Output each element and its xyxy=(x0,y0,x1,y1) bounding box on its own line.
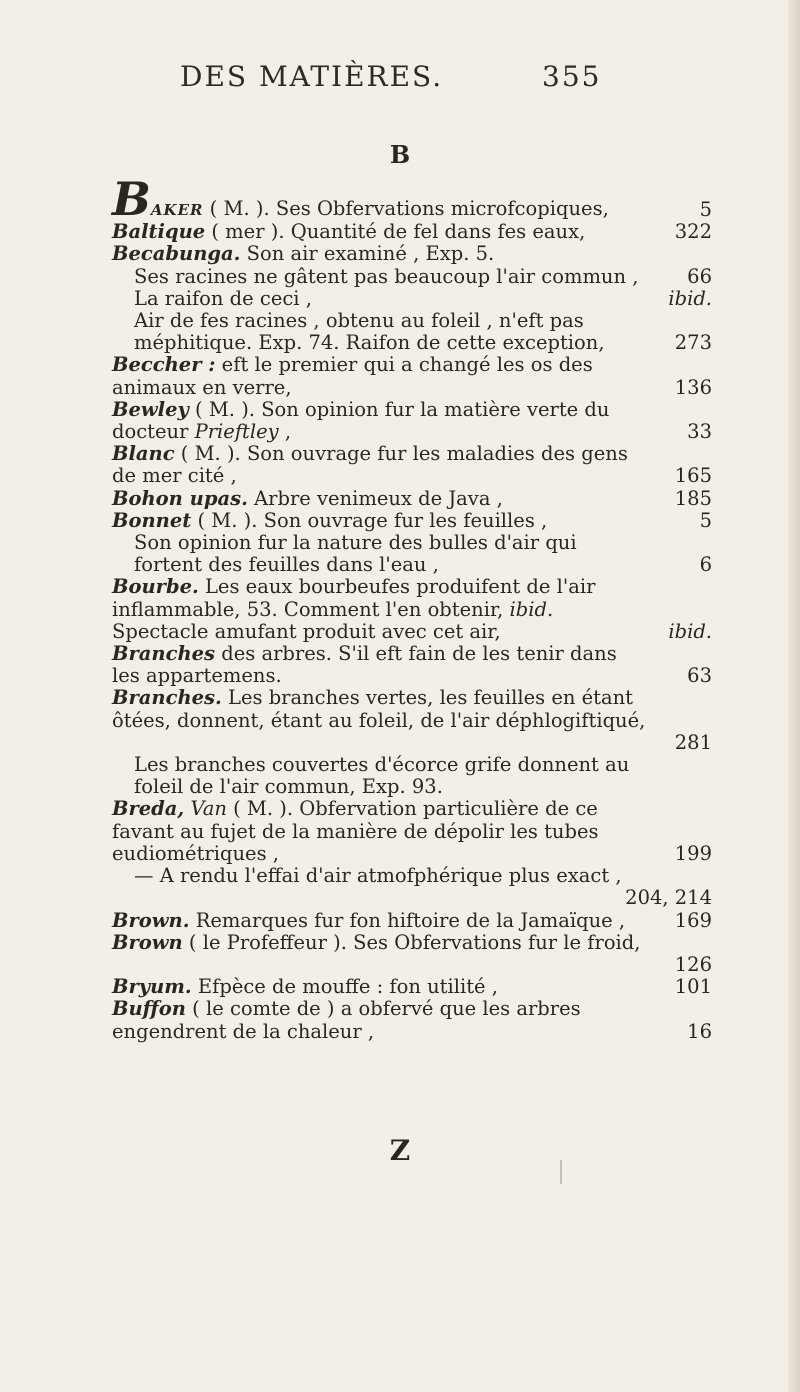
entry-text: Les branches couvertes d'écorce grife donnent au foleil de l'air commun, Exp. 93. xyxy=(134,753,630,799)
entry-text: ( mer ). Quantité de fel dans fes eaux, xyxy=(205,220,586,244)
page-number: 355 xyxy=(542,60,602,93)
entry-text: Air de fes racines , obtenu au foleil , n'eft pas méphitique. Exp. 74. Raifon de cette exception, xyxy=(134,309,605,355)
index-entry xyxy=(112,754,712,798)
section-letter: B xyxy=(389,140,411,169)
entry-text: Arbre venimeux de Java , xyxy=(247,486,503,510)
entry-text: ( M. ). Ses Obfervations microfcopiques, xyxy=(203,197,609,220)
entry-headword: BAKER xyxy=(112,172,204,226)
entry-text: Son air examiné , Exp. 5. xyxy=(240,242,495,266)
index-entry xyxy=(112,443,712,487)
index-entry xyxy=(112,488,712,510)
entry-page-ref: 33 xyxy=(687,420,712,444)
entry-page-ref: 126 xyxy=(674,952,712,976)
entry-headword: Bewley xyxy=(112,397,189,421)
entry-text: Son opinion fur la nature des bulles d'air qui fortent des feuilles dans l'eau , xyxy=(134,531,577,577)
entry-headword: Bourbe. xyxy=(112,575,199,599)
index-entry xyxy=(112,932,712,976)
index-entry xyxy=(112,865,712,909)
entry-headword: Beccher : xyxy=(112,353,216,377)
entry-page-ref: 185 xyxy=(674,486,712,510)
entry-text: Les branches vertes, les feuilles en étant ôtées, donnent, étant au foleil, de l'air déphlogiftiqué, xyxy=(112,686,646,732)
entry-page-ref: 5 xyxy=(699,198,712,221)
entry-headword: Branches. xyxy=(112,686,222,710)
entry-headword: Blanc xyxy=(112,442,175,466)
catchword: Z xyxy=(389,1134,411,1167)
index-entry xyxy=(112,399,712,443)
entry-page-ref: 281 xyxy=(674,730,712,754)
entry-text: Remarques fur fon hiftoire de la Jamaïque , xyxy=(189,908,626,932)
index-entry xyxy=(112,172,712,226)
entry-page-ref: 199 xyxy=(674,841,712,865)
running-header xyxy=(180,60,620,110)
entry-page-ref: ibid. xyxy=(668,619,712,643)
entry-page-ref: 6 xyxy=(699,553,712,577)
entry-page-ref: 101 xyxy=(674,975,712,999)
entry-text-continued: ( M. ). Obfervation particulière de ce favant au fujet de la manière de dépolir les tubes eudiométriques , xyxy=(112,797,599,865)
entry-page-ref: ibid. xyxy=(668,286,712,310)
index-entry xyxy=(112,998,712,1042)
entry-text: Ses racines ne gâtent pas beaucoup l'air commun , xyxy=(134,264,639,288)
entry-text: ( M. ). Son opinion fur la matière verte du docteur xyxy=(112,397,610,444)
entry-text: ( M. ). Son ouvrage fur les maladies des gens de mer cité , xyxy=(112,442,628,488)
entry-text: eft le premier qui a changé les os des animaux en verre, xyxy=(112,353,593,399)
entry-headword: Buffon xyxy=(112,997,186,1021)
entry-headword: Baltique xyxy=(112,220,206,244)
entry-page-ref: 273 xyxy=(674,331,712,355)
index-entry xyxy=(112,266,712,288)
entry-headword: Bryum. xyxy=(112,975,192,999)
running-title: DES MATIÈRES. xyxy=(180,60,444,93)
entry-text: Les eaux bourbeufes produifent de l'air inflammable, 53. Comment l'en obtenir, xyxy=(112,575,596,621)
entry-text: ( le comte de ) a obfervé que les arbres engendrent de la chaleur , xyxy=(112,997,581,1043)
entry-headword: Branches xyxy=(112,642,216,666)
entry-page-ref: 136 xyxy=(674,375,712,399)
page-edge xyxy=(788,0,800,1392)
index-entry xyxy=(112,687,712,754)
entry-headword: Bohon upas. xyxy=(112,486,248,510)
entry-italic: Prieftley xyxy=(194,420,279,444)
entry-headword: Bonnet xyxy=(112,508,192,532)
entry-text-continued: Spectacle amufant produit avec cet air, xyxy=(112,619,501,643)
index-entry xyxy=(112,910,712,932)
entry-italic: ibid. xyxy=(509,597,554,621)
entry-page-ref: 165 xyxy=(674,464,712,488)
entry-headword: Brown. xyxy=(112,908,190,932)
index-entry xyxy=(112,310,712,354)
entry-text-continued: , xyxy=(278,420,292,444)
entry-text: La raifon de ceci , xyxy=(134,286,312,310)
entry-text: Efpèce de mouffe : fon utilité , xyxy=(191,975,498,999)
index-entry xyxy=(112,576,712,643)
entry-page-ref: 63 xyxy=(687,664,712,688)
index-entry xyxy=(112,976,712,998)
index-entry xyxy=(112,243,712,265)
index-entry xyxy=(112,221,712,243)
entry-page-ref: 16 xyxy=(687,1019,712,1043)
entry-page-ref: 204, 214 xyxy=(625,886,712,910)
entry-headword: Breda, xyxy=(112,797,185,821)
index-entry xyxy=(112,798,712,865)
entry-headword: Brown xyxy=(112,930,183,954)
index-entry xyxy=(112,288,712,310)
margin-mark xyxy=(560,1160,562,1184)
entry-page-ref: 5 xyxy=(699,508,712,532)
entry-italic: Van xyxy=(190,797,227,821)
entry-page-ref: 322 xyxy=(674,220,712,244)
entry-text: ( le Profeffeur ). Ses Obfervations fur le froid, xyxy=(182,930,641,954)
index-entry xyxy=(112,510,712,532)
entry-page-ref: 169 xyxy=(674,908,712,932)
index-entries xyxy=(112,172,712,1043)
index-entry xyxy=(112,354,712,398)
entry-text: des arbres. S'il eft fain de les tenir dans les appartemens. xyxy=(112,642,617,688)
entry-page-ref: 66 xyxy=(687,264,712,288)
entry-headword: Becabunga. xyxy=(112,242,241,266)
entry-text: ( M. ). Son ouvrage fur les feuilles , xyxy=(191,508,548,532)
entry-text: — A rendu l'effai d'air atmofphérique plus exact , xyxy=(134,864,622,888)
index-entry xyxy=(112,532,712,576)
index-entry xyxy=(112,643,712,687)
